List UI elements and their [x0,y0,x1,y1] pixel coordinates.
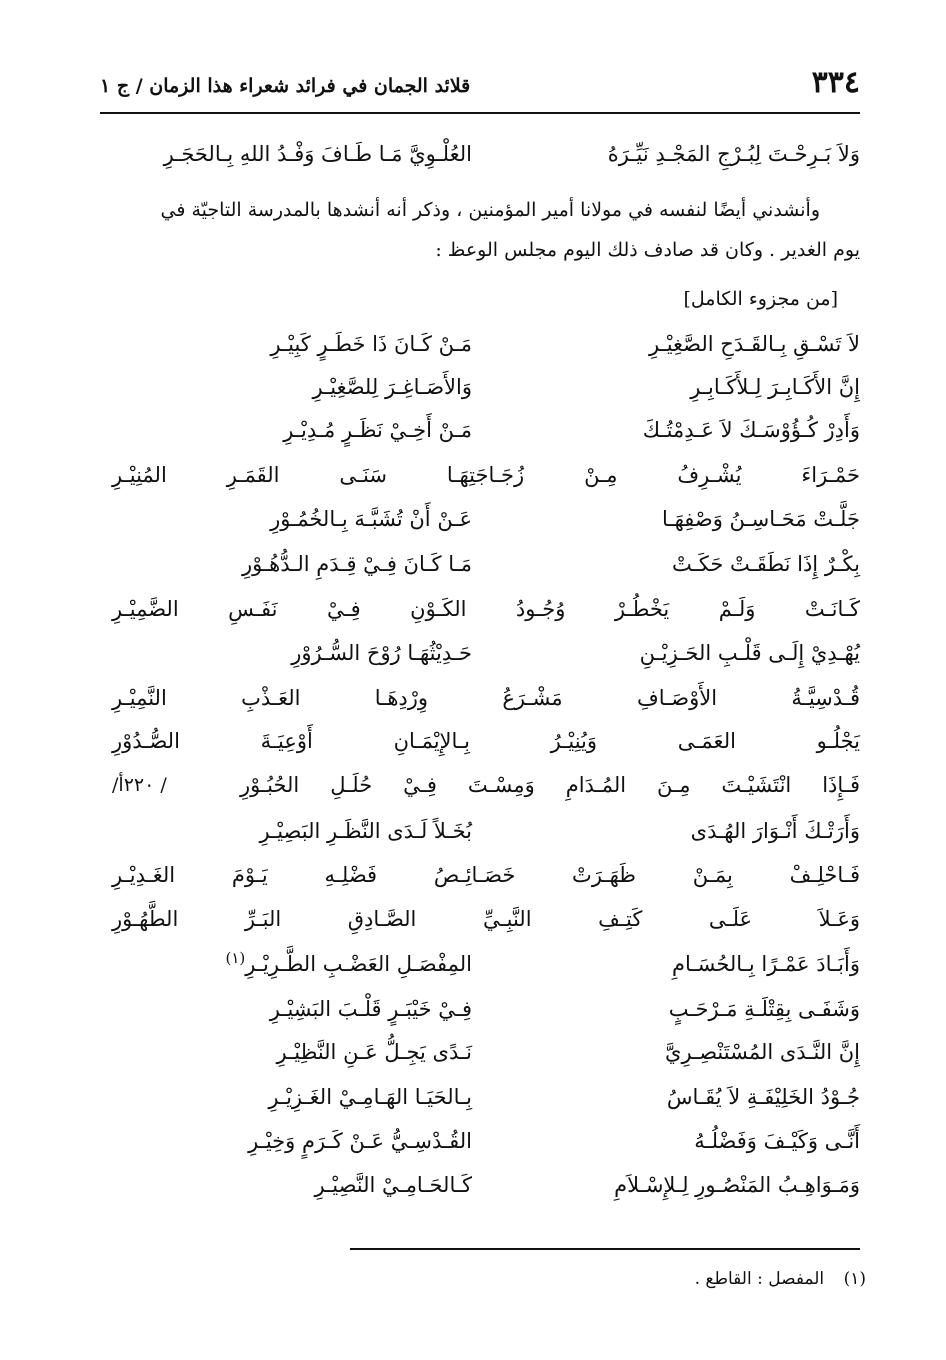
meter-label: [من مجزوء الكامل] [683,288,838,310]
verse-first-hemistich: وَشَفَـى بِقِتْلَـةِ مَـرْحَـبٍ [668,997,860,1021]
verse-first-hemistich: أَنَّـى وَكَيْـفَ وَفَضْلُـهُ [694,1129,860,1153]
verse-second-hemistich [112,945,472,983]
verse-first-hemistich: جَلَّـتْ مَحَـاسِـنُ وَصْفِهَـا [662,507,860,531]
verse-first-hemistich: وَأَرَتْـكَ أَنْـوَارَ الهُـدَى [690,819,860,843]
verse-8 [112,634,860,672]
verse-4: حَمْـرَاءَ يُشْـرِفُ مِـنْ زُجَـاجَتِهَـا سَنَـى القَمَـرِ المُنِيْـرِ [112,463,860,487]
verse-second-text: المِفْصَـلِ العَضْـبِ الطَّـرِيْـرِ [245,952,472,976]
verse-second-hemistich: بُخَـلاً لَـدَى النَّظَـرِ البَصِيْـرِ [259,819,472,843]
verse-first-hemistich: لاَ تَسْـقِ بِـالقَـدَحِ الصَّغِيْـرِ [648,332,860,356]
verse-12 [112,812,860,850]
verse-11 [112,766,860,804]
verse-17 [112,1033,860,1071]
verse-second-hemistich: نَـدًى يَجِـلُّ عَـنِ النَّظِيْـرِ [276,1040,472,1064]
verse-second-hemistich: القُـدْسِـيُّ عَـنْ كَـرَمٍ وَخِيْـرِ [248,1129,472,1153]
verse-2 [112,368,860,406]
verse-7: كَـانَـتْ وَلَـمْ يَخْطُـرْ وُجُـودُ الكَـوْنِ فِـيْ نَفَـسِ الضَّمِيْـرِ [112,597,860,621]
footnote-rule [350,1248,860,1250]
verse-13: فَـاحْلِـفْ بِمَـنْ ظَهَـرَتْ خَصَـائِـصُ فَضْلِـهِ يَـوْمَ الغَـدِيْـرِ [112,863,860,887]
verse-second-hemistich: فِـيْ خَيْبَـرٍ قَلْـبَ البَشِيْـرِ [269,997,472,1021]
verse-second-hemistich: حَـدِيْثُهَـا رُوْحَ السُّـرُوْرِ [291,641,472,665]
prose-line-1: وأنشدني أيضًا لنفسه في مولانا أمير المؤمنين ، وذكر أنه أنشدها بالمدرسة التاجيّة في [160,199,820,221]
verse-3 [112,411,860,449]
verse-second-hemistich: مَـا كَـانَ فِـيْ قِـدَمِ الـدُّهُـوْرِ [241,552,472,576]
footnote-marker: (١) [225,949,246,967]
prose-line-2: يوم الغدير . وكان قد صادف ذلك اليوم مجلس الوعظ : [435,239,860,261]
verse-second-hemistich: العُلْـوِيَّ مَـا طَـافَ وَفْـدُ اللهِ بِـالحَجَـرِ [163,142,472,166]
verse-second-hemistich: مَـنْ كَـانَ ذَا خَطَـرٍ كَبِيْـرِ [270,332,472,356]
verse-first-hemistich: وَأَدِرْ كُـؤُوْسَـكَ لاَ عَـدِمْتُـكَ [642,418,860,442]
verse-first-hemistich: جُـوْدُ الخَلِيْفَـةِ لاَ يُقَـاسُ [666,1085,860,1109]
opening-verse [112,135,860,173]
verse-1 [112,325,860,363]
verse-16 [112,990,860,1028]
verse-second-hemistich: مَـنْ أَخِـيْ نَظَـرٍ مُـدِيْـرِ [283,418,472,442]
verse-first-hemistich: يُهْـدِيْ إِلَـى قَلْـبِ الحَـزِيْـنِ [639,641,860,665]
folio-marker: / ٢٢٠أ/ [112,774,167,796]
verse-18 [112,1078,860,1116]
verse-first-hemistich: وَأَبَـادَ عَمْـرًا بِـالحُسَـامِ [672,952,860,976]
verse-10: يَجْلُـو العَمَـى وَيُنِيْـرُ بِـالإِيْمَـانِ أَوْعِيَـةَ الصُّـدُوْرِ [112,729,860,753]
verse-5 [112,500,860,538]
verse-full-text: فَـإِذَا انْتَشَيْـتَ مِـنَ المُـدَامِ وَمِسْـتَ فِـيْ حُلَـلِ الحُبُـوْرِ [240,773,860,797]
verse-second-hemistich: وَالأَصَـاغِـرَ لِلصَّغِيْـرِ [312,375,472,399]
prose-paragraph [100,190,860,270]
header-rule [100,112,860,114]
verse-first-hemistich: إِنَّ الأَكَـابِـرَ لِـلأَكَـابِـرِ [690,375,860,399]
verse-19 [112,1122,860,1160]
verse-second-hemistich: عَـنْ أَنْ تُشَبَّـهَ بِـالخُمُـوْرِ [270,507,472,531]
verse-first-hemistich: وَمَـوَاهِـبُ المَنْصُـورِ لِـلإِسْـلاَمِ [614,1173,860,1197]
running-title: قلائد الجمان في فرائد شعراء هذا الزمان / ج ١ [100,75,471,97]
page-number: ٣٣٤ [811,65,860,100]
verse-second-hemistich: كَـالحَـامِـيْ النَّصِيْـرِ [314,1173,472,1197]
verse-first-hemistich: وَلاَ بَـرِحْـتَ لِبُـرْجِ المَجْـدِ نَيِّـرَهُ [607,142,860,166]
verse-first-hemistich: إِنَّ النَّـدَى المُسْتَنْصِـرِيَّ [665,1040,860,1064]
verse-first-hemistich: بِكْـرٌ إِذَا نَطَقَـتْ حَكَـتْ [671,552,860,576]
footnote-text: المفصل : القاطع . [694,1269,825,1289]
verse-15 [112,945,860,983]
footnote-number: (١) [843,1269,866,1289]
verse-9: قُـدْسِيَّـةُ الأَوْصَـافِ مَشْـرَعُ وِرْدِهَـا العَـذْبِ النَّمِيْـرِ [112,686,860,710]
verse-14: وَعَـلاَ عَلَـى كَتِـفِ النَّبِـيِّ الصَّـادِقِ البَـرِّ الطَّهُـوْرِ [112,907,860,931]
verse-20 [112,1166,860,1204]
page-header [100,58,860,98]
verse-second-hemistich: بِـالحَيَـا الهَـامِـيْ الغَـزِيْـرِ [268,1085,472,1109]
footnote [100,1266,866,1292]
verse-6 [112,545,860,583]
